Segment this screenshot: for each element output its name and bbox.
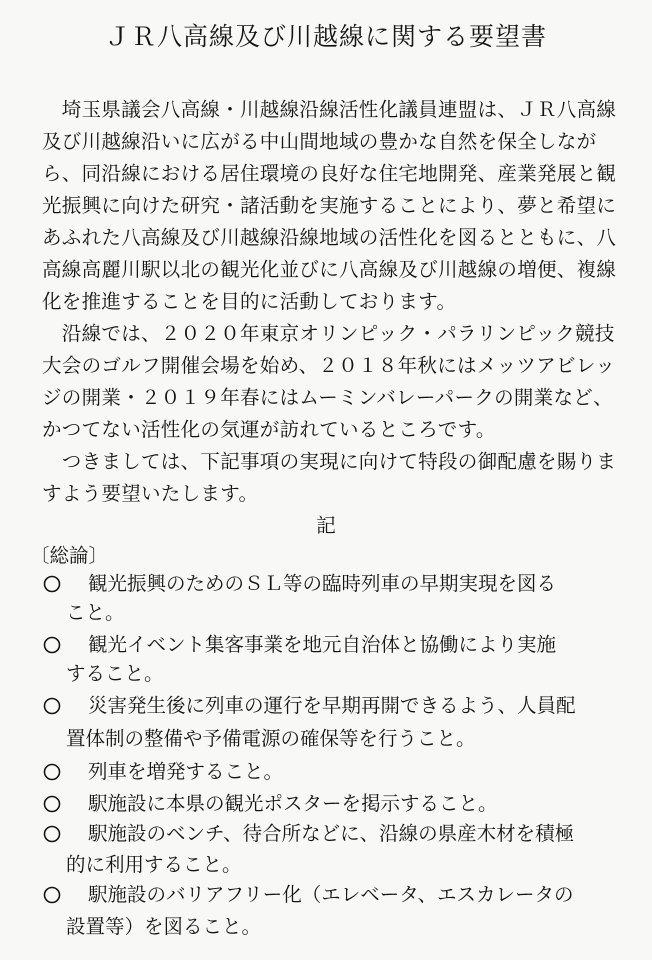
paragraph-2-line-4: かつてない活性化の気運が訪れているところです。 (42, 418, 496, 441)
list-item-continuation: 設置等）を図ること。 (66, 915, 262, 938)
list-item-text: 観光イベント集客事業を地元自治体と協働により実施 (88, 633, 557, 656)
paragraph-2-line-1: 沿線では、２０２０年東京オリンピック・パラリンピック競技 (42, 322, 615, 345)
circle-bullet-icon (42, 882, 64, 904)
circle-bullet-icon (42, 693, 64, 715)
circle-bullet-icon (42, 791, 64, 813)
paragraph-1-line-3: ら、同沿線における居住環境の良好な住宅地開発、産業発展と観 (42, 162, 617, 185)
circle-bullet-icon (42, 821, 64, 843)
paragraph-1-line-4: 光振興に向けた研究・諸活動を実施することにより、夢と希望に (42, 194, 617, 217)
section-label: 〔総論〕 (30, 544, 109, 567)
paragraph-1-line-7: 化を推進することを目的に活動しております。 (42, 290, 457, 313)
circle-bullet-icon (42, 571, 64, 593)
circle-bullet-icon (42, 632, 64, 654)
list-item-text: 駅施設に本県の観光ポスターを掲示すること。 (88, 792, 498, 815)
list-item-text: 災害発生後に列車の運行を早期再開できるよう、人員配 (88, 694, 576, 717)
list-item-continuation: すること。 (66, 662, 164, 685)
list-item-text: 駅施設のベンチ、待合所などに、沿線の県産木材を積極 (88, 822, 575, 845)
paragraph-1-line-6: 高線高麗川駅以北の観光化並びに八高線及び川越線の増便、複線 (42, 258, 617, 281)
paragraph-1-line-2: 及び川越線沿いに広がる中山間地域の豊かな自然を保全しなが (42, 130, 597, 153)
ki-heading: 記 (316, 514, 336, 537)
list-item-text: 駅施設のバリアフリー化（エレベータ、エスカレータの (88, 883, 574, 906)
list-item-continuation: こと。 (66, 601, 125, 624)
paragraph-3-line-1: つきましては、下記事項の実現に向けて特段の御配慮を賜りま (42, 450, 617, 473)
paragraph-3-line-2: すよう要望いたします。 (42, 482, 259, 505)
circle-bullet-icon (42, 759, 64, 781)
paragraph-1-line-1: 埼玉県議会八高線・川越線沿線活性化議員連盟は、ＪＲ八高線 (42, 98, 617, 121)
list-item-text: 観光振興のためのＳＬ等の臨時列車の早期実現を図る (88, 572, 557, 595)
document-title: ＪＲ八高線及び川越線に関する要望書 (104, 22, 547, 51)
paragraph-2-line-3: ジの開業・２０１９年春にはムーミンバレーパークの開業など、 (42, 386, 613, 409)
list-item-text: 列車を増発すること。 (88, 760, 284, 783)
paragraph-2-line-2: 大会のゴルフ開催会場を始め、２０１８年秋にはメッツアビレッ (42, 354, 616, 377)
paragraph-1-line-5: あふれた八高線及び川越線沿線地域の活性化を図るとともに、八 (42, 226, 617, 249)
list-item-continuation: 置体制の整備や予備電源の確保等を行うこと。 (66, 727, 476, 750)
list-item-continuation: 的に利用すること。 (66, 853, 242, 876)
